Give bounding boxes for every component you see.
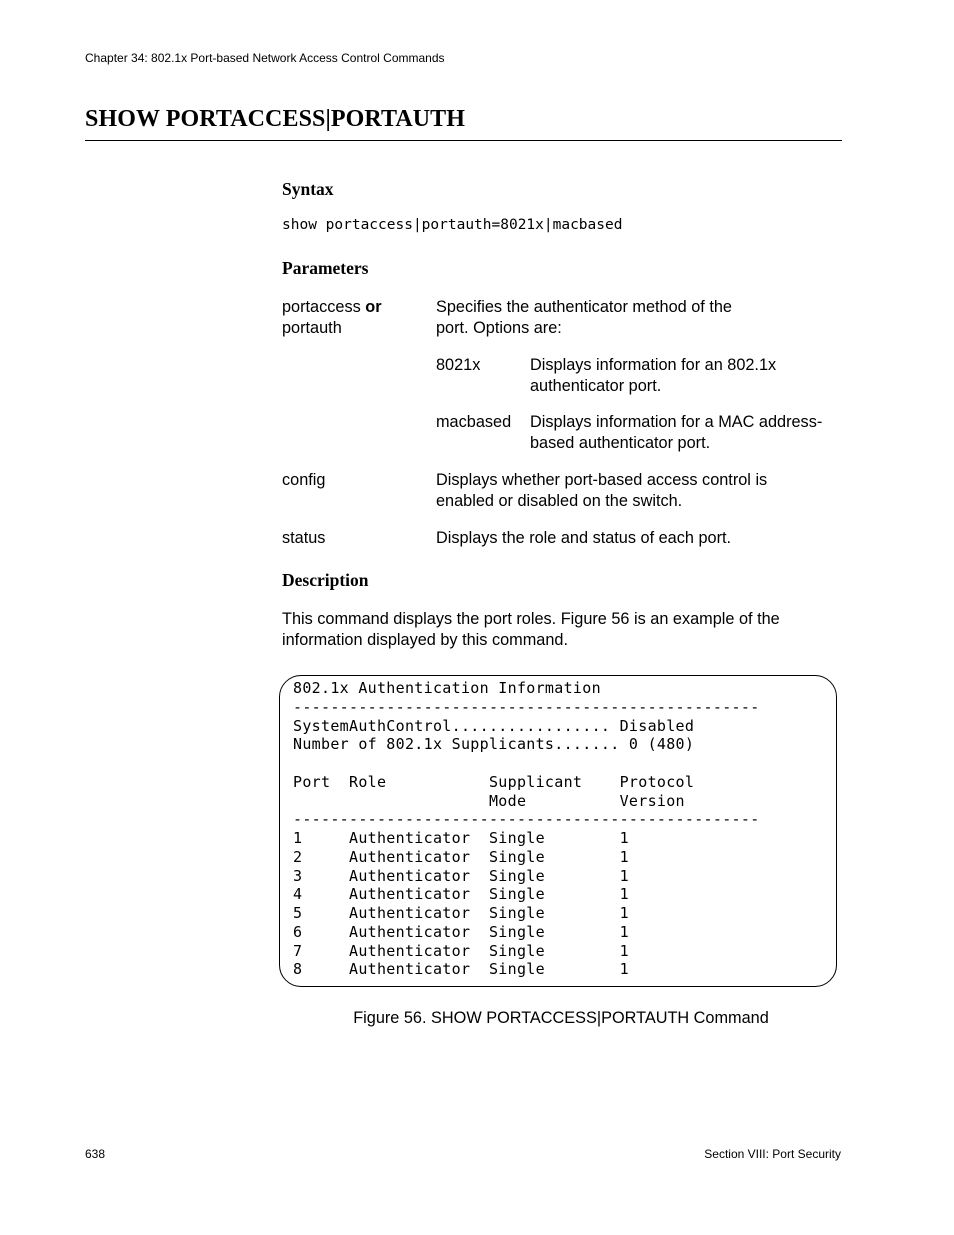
option-desc-line: Displays information for a MAC address-: [530, 413, 823, 431]
section-label: Section VIII: Port Security: [704, 1147, 841, 1161]
description-line: This command displays the port roles. Figure 56 is an example of the: [282, 610, 780, 628]
syntax-command: show portaccess|portauth=8021x|macbased: [282, 217, 623, 233]
description-line: information displayed by this command.: [282, 630, 568, 649]
page-number: 638: [85, 1147, 106, 1161]
syntax-heading: Syntax: [282, 179, 334, 199]
param-name-portauth: portauth: [282, 318, 342, 337]
page-title: SHOW PORTACCESS|PORTAUTH: [85, 106, 466, 132]
param-name-portaccess: portaccess: [282, 298, 366, 316]
option-8021x-name: 8021x: [436, 356, 481, 374]
option-macbased-name: macbased: [436, 413, 512, 431]
param-status-desc: Displays the role and status of each port.: [436, 529, 732, 547]
param-portaccess-desc: [436, 297, 732, 338]
param-status-name: status: [282, 529, 326, 547]
running-header: Chapter 34: 802.1x Port-based Network Access Control Commands: [85, 51, 445, 65]
param-desc-line: Displays whether port-based access control is: [436, 471, 768, 489]
option-macbased-desc: [530, 412, 822, 453]
parameters-heading: Parameters: [282, 258, 369, 278]
option-8021x-desc: [530, 355, 776, 396]
param-config-desc: [436, 470, 767, 511]
terminal-output: 802.1x Authentication Information -------------------------------------------------- SystemAuthControl................. Disabled Number of 802.1x Supplicants....... 0 (480) Port Role Supplicant Protocol Mode Version -------------------------------------------------- 1 Authenticator Single 1 2 Authenticator Single 1 3 Authenticator Single 1 4 Authenticator Single 1 5 Authenticator Single 1 6 Authenticator Single 1 7 Authenticator Single 1 8 Authenticator Single 1: [293, 679, 760, 979]
param-config-name: config: [282, 471, 326, 489]
param-portaccess-name: [282, 297, 382, 338]
figure-caption: Figure 56. SHOW PORTACCESS|PORTAUTH Command: [353, 1009, 769, 1027]
option-desc-line: based authenticator port.: [530, 433, 711, 452]
option-desc-line: Displays information for an 802.1x: [530, 356, 777, 374]
description-text: [282, 609, 842, 650]
param-desc-line: enabled or disabled on the switch.: [436, 491, 683, 510]
description-heading: Description: [282, 570, 369, 590]
title-rule: [85, 140, 842, 141]
param-or: or: [365, 298, 382, 316]
param-desc-line: port. Options are:: [436, 318, 562, 337]
option-desc-line: authenticator port.: [530, 376, 662, 395]
param-desc-line: Specifies the authenticator method of the: [436, 298, 732, 316]
